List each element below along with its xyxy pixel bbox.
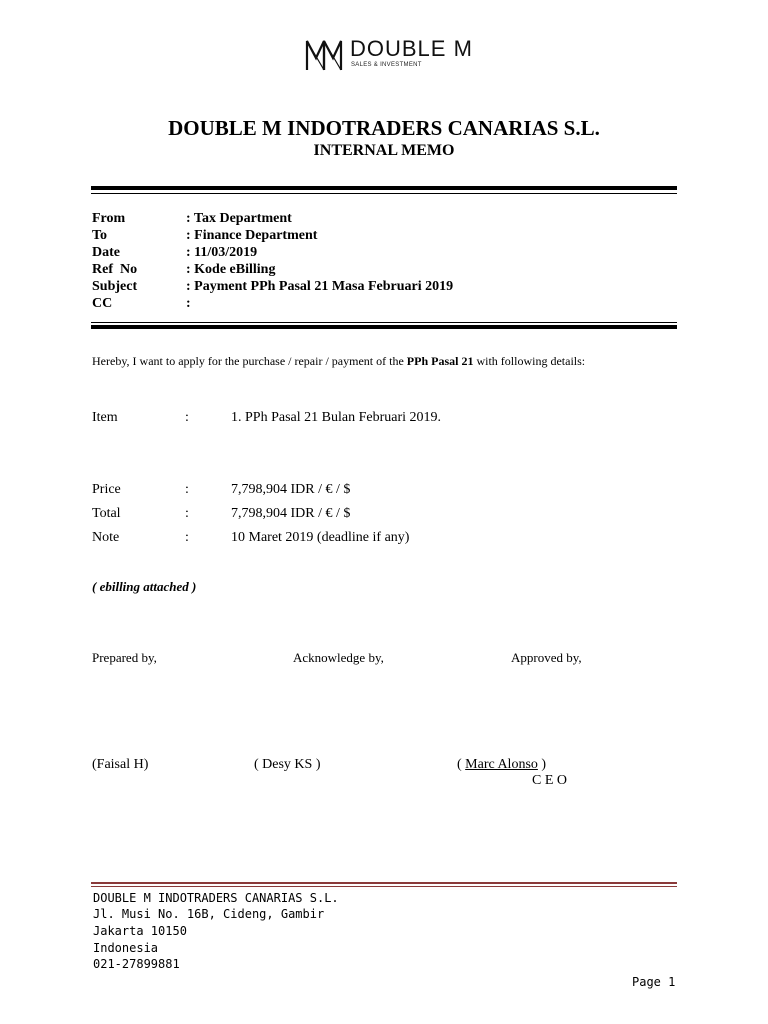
acknowledge-by-label: Acknowledge by, xyxy=(293,650,384,665)
header-label: CC xyxy=(92,296,113,311)
header-divider-bottom-thin xyxy=(91,322,677,323)
approved-close-paren: ) xyxy=(537,757,547,772)
footer-divider-thin xyxy=(91,886,677,887)
approved-by-label: Approved by, xyxy=(511,650,582,665)
footer-country: Indonesia xyxy=(93,941,159,955)
detail-label: Total xyxy=(92,506,121,521)
approved-by-title: C E O xyxy=(532,773,567,788)
detail-label: Price xyxy=(92,482,121,497)
memo-subtitle: INTERNAL MEMO xyxy=(313,142,455,159)
double-m-logo-icon xyxy=(304,38,344,72)
intro-text xyxy=(92,354,585,369)
header-divider-top xyxy=(91,186,677,190)
header-value: : Kode eBilling xyxy=(186,262,276,277)
footer-phone: 021-27899881 xyxy=(93,957,180,971)
footer-address-line2: Jakarta 10150 xyxy=(93,924,187,938)
logo-name: DOUBLE M xyxy=(350,36,473,61)
intro-bold: PPh Pasal 21 xyxy=(406,354,474,368)
prepared-by-name: (Faisal H) xyxy=(92,757,149,772)
detail-value: 1. PPh Pasal 21 Bulan Februari 2019. xyxy=(231,410,441,425)
detail-colon: : xyxy=(185,482,189,497)
approved-open-paren: ( xyxy=(457,757,466,772)
approved-by-name xyxy=(457,757,546,773)
header-value: : Tax Department xyxy=(186,211,292,226)
detail-value: 7,798,904 IDR / € / $ xyxy=(231,506,351,521)
detail-colon: : xyxy=(185,506,189,521)
intro-after: with following details: xyxy=(473,354,586,368)
detail-colon: : xyxy=(185,530,189,545)
header-divider-bottom xyxy=(91,325,677,329)
logo-tagline: SALES & INVESTMENT xyxy=(351,62,422,68)
header-value: : Payment PPh Pasal 21 Masa Februari 2019 xyxy=(186,279,454,294)
detail-value: 7,798,904 IDR / € / $ xyxy=(231,482,351,497)
header-label: From xyxy=(92,211,126,226)
header-value: : Finance Department xyxy=(186,228,318,243)
company-title: DOUBLE M INDOTRADERS CANARIAS S.L. xyxy=(168,116,600,140)
detail-colon: : xyxy=(185,410,189,425)
footer-address-line1: Jl. Musi No. 16B, Cideng, Gambir xyxy=(93,907,325,921)
header-label: To xyxy=(92,228,108,243)
header-label: Subject xyxy=(92,279,138,294)
intro-before: Hereby, I want to apply for the purchase / repair / payment of the xyxy=(92,354,407,368)
header-value: : xyxy=(186,296,191,311)
header-value: : 11/03/2019 xyxy=(186,245,258,260)
footer-company: DOUBLE M INDOTRADERS CANARIAS S.L. xyxy=(93,891,339,905)
page-number: Page 1 xyxy=(632,975,676,989)
acknowledge-by-name: ( Desy KS ) xyxy=(254,757,321,772)
detail-label: Note xyxy=(92,530,120,545)
detail-label: Item xyxy=(92,410,118,425)
header-divider-top-thin xyxy=(91,193,677,194)
attachment-note: ( ebilling attached ) xyxy=(92,579,197,594)
header-label: Date xyxy=(92,245,120,260)
approved-name-text: Marc Alonso xyxy=(465,757,538,772)
header-label: Ref No xyxy=(92,262,138,277)
prepared-by-label: Prepared by, xyxy=(92,650,157,665)
detail-value: 10 Maret 2019 (deadline if any) xyxy=(231,530,410,545)
footer-divider xyxy=(91,882,677,884)
